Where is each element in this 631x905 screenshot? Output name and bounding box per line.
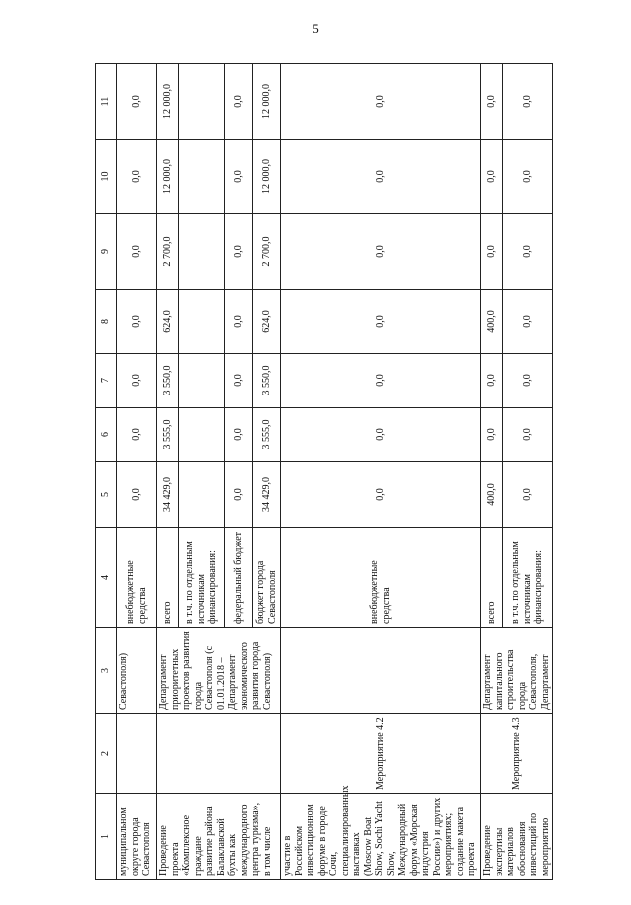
col-header: 9 bbox=[96, 214, 117, 290]
cell-source: в т.ч. по отдельным источникам финансирования: bbox=[503, 528, 553, 628]
cell-name: участие в Российском инвестиционном форуме в городе Сочи, специализированных выставках (Moscow Boat Show, Sochi Yacht Show, Международный форум «Морская индустрия России») и других мероприятиях; создание макета проекта bbox=[281, 794, 481, 880]
cell-name: Проведение проекта «Комплексное граждане развитие района Балаклавской бухты как международного центра туризма», в том числе bbox=[157, 794, 281, 880]
table-row bbox=[481, 64, 503, 880]
cell-value: 3 550,0 bbox=[157, 354, 179, 408]
cell-value: 0,0 bbox=[117, 290, 157, 354]
cell-value: 0,0 bbox=[225, 214, 253, 290]
cell-executor bbox=[281, 628, 481, 714]
cell-value: 12 000,0 bbox=[157, 64, 179, 140]
cell-value: 0,0 bbox=[481, 140, 503, 214]
cell-value: 0,0 bbox=[281, 408, 481, 462]
col-header: 6 bbox=[96, 408, 117, 462]
cell-value: 3 555,0 bbox=[157, 408, 179, 462]
cell-name: муниципальном округе города Севастополя bbox=[117, 794, 157, 880]
col-header: 7 bbox=[96, 354, 117, 408]
cell-event bbox=[157, 714, 281, 794]
cell-value: 0,0 bbox=[281, 214, 481, 290]
cell-source: внебюджетные средства bbox=[117, 528, 157, 628]
cell-source: внебюджетные средства bbox=[281, 528, 481, 628]
col-header: 1 bbox=[96, 794, 117, 880]
cell-value: 400,0 bbox=[481, 290, 503, 354]
cell-name: Проведение экспертизы материалов обоснования инвестиций по мероприятию bbox=[481, 794, 553, 880]
cell-value: 0,0 bbox=[117, 64, 157, 140]
cell-value: 0,0 bbox=[225, 140, 253, 214]
header-row bbox=[96, 64, 117, 880]
cell-source: всего bbox=[157, 528, 179, 628]
cell-value: 2 700,0 bbox=[253, 214, 281, 290]
page-number: 5 bbox=[312, 21, 319, 36]
cell-value: 0,0 bbox=[281, 290, 481, 354]
cell-value: 0,0 bbox=[281, 462, 481, 528]
cell-value: 0,0 bbox=[481, 64, 503, 140]
cell-value: 0,0 bbox=[117, 408, 157, 462]
cell-value: 0,0 bbox=[481, 354, 503, 408]
cell-source: бюджет города Севастополя bbox=[253, 528, 281, 628]
cell-value: 12 000,0 bbox=[253, 140, 281, 214]
cell-value: 624,0 bbox=[157, 290, 179, 354]
cell-value: 34 429,0 bbox=[157, 462, 179, 528]
cell-value: 0,0 bbox=[225, 354, 253, 408]
cell-value: 12 000,0 bbox=[157, 140, 179, 214]
cell-value: 0,0 bbox=[281, 140, 481, 214]
cell-value: 0,0 bbox=[503, 64, 553, 140]
cell-executor: Севастополя) bbox=[117, 628, 157, 714]
col-header: 3 bbox=[96, 628, 117, 714]
cell-value: 12 000,0 bbox=[253, 64, 281, 140]
cell-value: 3 550,0 bbox=[253, 354, 281, 408]
cell-value: 0,0 bbox=[503, 214, 553, 290]
cell-value: 0,0 bbox=[225, 408, 253, 462]
cell-value: 0,0 bbox=[503, 408, 553, 462]
table-row bbox=[281, 64, 481, 880]
rotated-table-container bbox=[95, 64, 582, 880]
cell-value: 0,0 bbox=[481, 214, 503, 290]
cell-value: 0,0 bbox=[117, 140, 157, 214]
cell-source: всего bbox=[481, 528, 503, 628]
col-header: 2 bbox=[96, 714, 117, 794]
budget-table bbox=[95, 63, 553, 880]
cell-source: в т.ч. по отдельным источникам финансирования: bbox=[179, 528, 225, 628]
cell-value: 0,0 bbox=[117, 462, 157, 528]
cell-value: 0,0 bbox=[225, 64, 253, 140]
cell-value: 34 429,0 bbox=[253, 462, 281, 528]
cell-executor: Департамент капитального строительства города Севастополя, Департамент bbox=[481, 628, 553, 714]
cell-value: 0,0 bbox=[503, 462, 553, 528]
cell-value: 0,0 bbox=[503, 140, 553, 214]
col-header: 11 bbox=[96, 64, 117, 140]
cell-value: 0,0 bbox=[117, 354, 157, 408]
cell-event: Мероприятие 4.2 bbox=[281, 714, 481, 794]
cell-event bbox=[117, 714, 157, 794]
cell-value: 0,0 bbox=[117, 214, 157, 290]
cell-value: 0,0 bbox=[281, 354, 481, 408]
table-row bbox=[117, 64, 157, 880]
col-header: 8 bbox=[96, 290, 117, 354]
cell-executor: Департамент приоритетных проектов развития города Севастополя (с 01.01.2018 – Департамент экономического развития города Севастополя) bbox=[157, 628, 281, 714]
cell-value: 400,0 bbox=[481, 462, 503, 528]
cell-value: 0,0 bbox=[503, 354, 553, 408]
col-header: 4 bbox=[96, 528, 117, 628]
cell-value: 3 555,0 bbox=[253, 408, 281, 462]
cell-value: 0,0 bbox=[503, 290, 553, 354]
cell-value: 2 700,0 bbox=[157, 214, 179, 290]
cell-value: 0,0 bbox=[225, 290, 253, 354]
table-row bbox=[157, 64, 179, 880]
col-header: 10 bbox=[96, 140, 117, 214]
cell-value: 0,0 bbox=[481, 408, 503, 462]
cell-source: федеральный бюджет bbox=[225, 528, 253, 628]
cell-value: 0,0 bbox=[281, 64, 481, 140]
cell-value: 624,0 bbox=[253, 290, 281, 354]
cell-value: 0,0 bbox=[225, 462, 253, 528]
cell-event: Мероприятие 4.3 bbox=[481, 714, 553, 794]
col-header: 5 bbox=[96, 462, 117, 528]
